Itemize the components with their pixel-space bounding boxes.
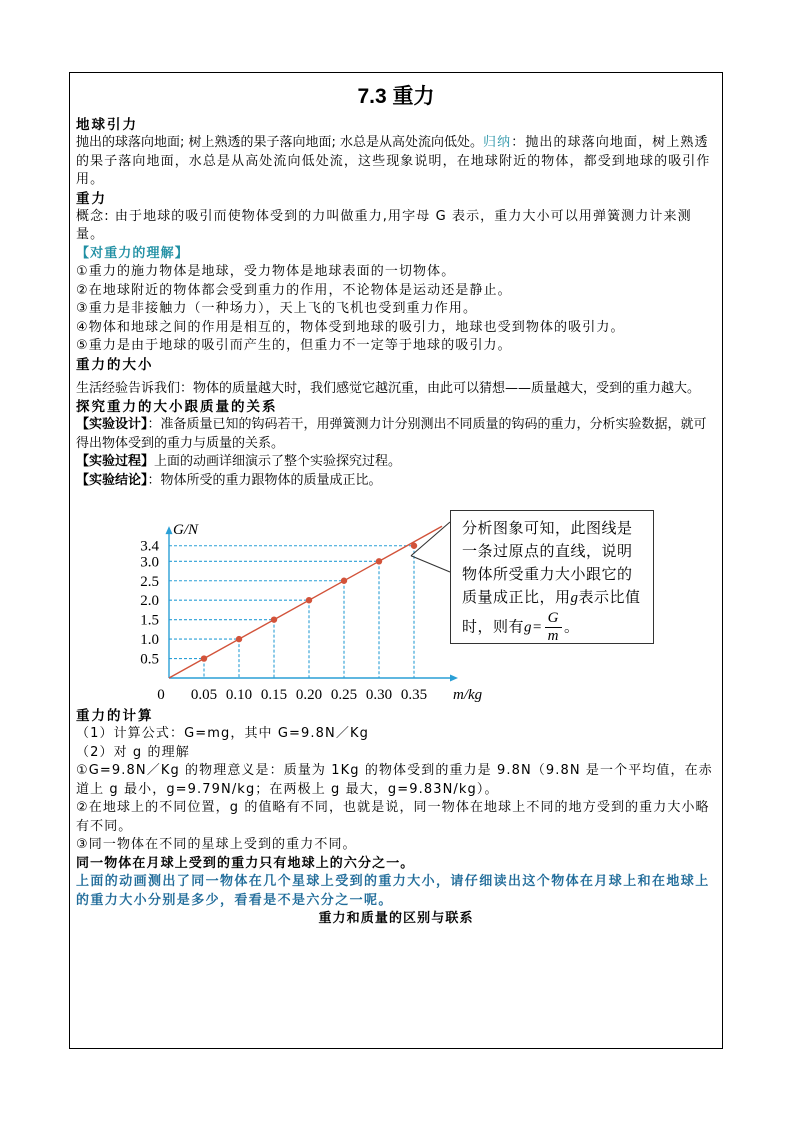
animation-prompt: 上面的动画测出了同一物体在几个星球上受到的重力大小，请仔细读出这个物体在月球上和在地球上的重力大小分别是多少，看看是不是六分之一呢。 (76, 874, 710, 908)
series-line (169, 526, 442, 678)
conclusion-label: 【实验结论】 (76, 472, 148, 488)
data-point (236, 636, 242, 642)
y-tick-label: 1.0 (140, 632, 159, 649)
process-text: 上面的动画详细演示了整个实验探究过程。 (154, 454, 402, 469)
document-body (76, 80, 716, 929)
g-item: ①G=9.8N／Kg 的物理意义是：质量为 1Kg 的物体受到的重力是 9.8N（9.8N 是一个平均值，在赤道上 g 最小，g=9.79N/kg；在两极上 g 最大，g=9.83N/kg）。 (76, 763, 713, 797)
x-axis-label: m/kg (453, 687, 483, 703)
section-heading-calculation: 重力的计算 (76, 708, 154, 724)
formula-lhs: g= (524, 619, 543, 636)
annotation-pointer (411, 522, 450, 556)
gravity-mass-chart (76, 492, 716, 707)
understanding-item: ③重力是非接触力（一种场力），天上飞的飞机也受到重力作用。 (76, 301, 478, 316)
page-title: 7.3 重力 (357, 85, 435, 108)
x-tick-label: 0.05 (190, 687, 218, 703)
x-tick-label: 0.15 (260, 687, 288, 703)
summary-label: 归纳 (483, 135, 512, 150)
paragraph-earth-gravity (76, 134, 716, 190)
section-heading-experiment: 探究重力的大小跟质量的关系 (76, 399, 278, 415)
understanding-item: ②在地球附近的物体都会受到重力的作用，不论物体是运动还是静止。 (76, 282, 512, 298)
y-tick-label: 1.5 (140, 612, 159, 629)
calc-formula: （1）计算公式：G=mg，其中 G=9.8N／Kg (76, 726, 369, 741)
design-label: 【实验设计】 (76, 417, 148, 432)
summary-text: ：抛出的球落向地面，树上熟透的果子落向地面，水总是从高处流向低处流，这些现象说明，在地球附近的物体，都受到地球的吸引作用。 (76, 135, 711, 187)
data-point (271, 616, 277, 622)
y-axis-arrow (166, 526, 173, 534)
data-point (201, 655, 207, 661)
formula-numerator: G (545, 610, 562, 628)
y-tick-label: 3.4 (140, 538, 159, 555)
understanding-item: ④物体和地球之间的作用是相互的，物体受到地球的吸引力，地球也受到物体的吸引力。 (76, 319, 625, 335)
g-understanding: （2）对 g 的理解 (76, 744, 190, 760)
y-tick-label: 0.5 (140, 651, 159, 668)
x-tick-label: 0.25 (330, 687, 358, 703)
data-point (306, 597, 312, 603)
data-point (376, 558, 382, 564)
y-tick-label: 3.0 (140, 554, 159, 571)
moon-statement: 同一物体在月球上受到的重力只有地球上的六分之一。 (76, 855, 415, 871)
section-heading-gravity: 重力 (76, 190, 107, 207)
y-tick-label: 2.0 (140, 593, 159, 610)
experiment-process (76, 453, 716, 472)
g-item: ②在地球上的不同位置，g 的值略有不同，也就是说，同一物体在地球上不同的地方受到的重力大小略有不同。 (76, 800, 710, 834)
x-tick-label: 0.20 (295, 687, 323, 703)
formula-fraction (545, 610, 562, 645)
y-tick-label: 2.5 (140, 573, 159, 590)
experiment-design (76, 416, 716, 453)
understanding-heading: 【对重力的理解】 (76, 245, 189, 261)
x-tick-label: 0.35 (400, 687, 428, 703)
examples-text: 抛出的球落向地面; 树上熟透的果子落向地面; 水总是从高处流向低处。 (76, 135, 484, 150)
formula-end: 。 (563, 617, 580, 636)
origin-label: 0 (157, 687, 165, 703)
data-point (411, 543, 417, 549)
design-text: ：准备质量已知的钩码若干，用弹簧测力计分别测出不同质量的钩码的重力，分析实验数据，就可得出物体受到的重力与质量的关系。 (76, 417, 707, 451)
annotation-g-symbol: g (570, 590, 579, 606)
annotation-text-2: 表示比值时，则有 (462, 588, 641, 636)
g-item: ③同一物体在不同的星球上受到的重力不同。 (76, 837, 357, 852)
x-tick-label: 0.30 (365, 687, 393, 703)
section-heading-earth-gravity: 地球引力 (76, 117, 138, 133)
gravity-concept: 概念: 由于地球的吸引而使物体受到的力叫做重力,用字母 G 表示，重力大小可以用弹簧测力计来测量。 (76, 208, 692, 242)
chart-annotation-box (450, 510, 654, 644)
section-heading-magnitude: 重力的大小 (76, 356, 154, 373)
experiment-conclusion (76, 472, 716, 491)
understanding-item: ①重力的施力物体是地球，受力物体是地球表面的一切物体。 (76, 264, 456, 279)
x-axis-arrow (450, 675, 458, 682)
final-heading: 重力和质量的区别与联系 (318, 911, 474, 926)
conclusion-text: ：物体所受的重力跟物体的质量成正比。 (147, 472, 382, 488)
x-tick-label: 0.10 (225, 687, 253, 703)
annotation-pointer (411, 556, 450, 572)
formula-denominator: m (547, 628, 559, 644)
data-point (341, 578, 347, 584)
process-label: 【实验过程】 (76, 454, 155, 469)
understanding-item: ⑤重力是由于地球的吸引而产生的，但重力不一定等于地球的吸引力。 (76, 338, 512, 353)
annotation-text: 分析图象可知，此图线是一条过原点的直线，说明物体所受重力大小跟它的质量成正比，用 (462, 519, 633, 606)
y-axis-label: G/N (173, 522, 199, 539)
magnitude-paragraph: 生活经验告诉我们：物体的质量越大时，我们感觉它越沉重，由此可以猜想——质量越大，受到的重力越大。 (76, 380, 701, 396)
